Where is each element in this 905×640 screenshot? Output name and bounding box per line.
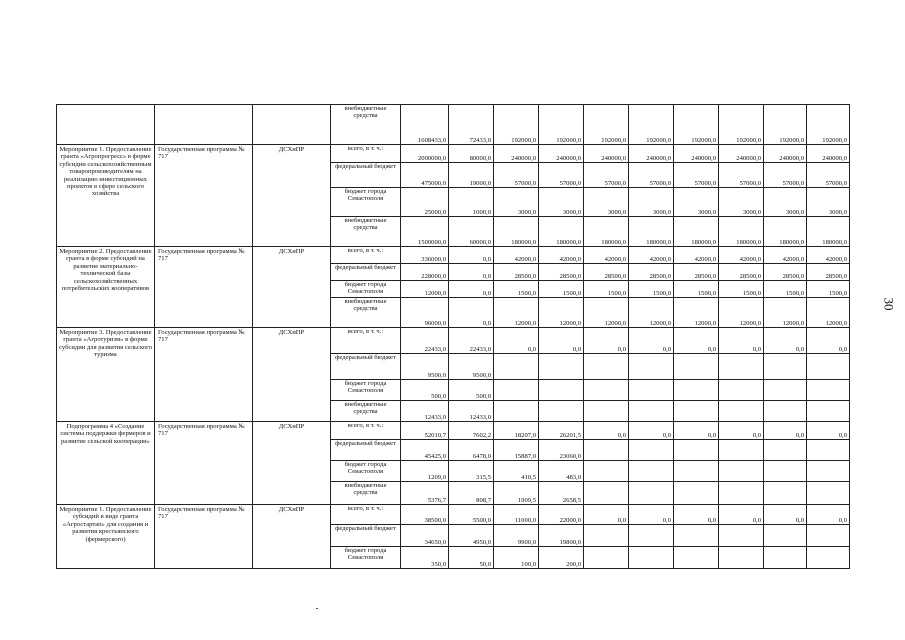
funding-source: всего, в т. ч.: [331, 247, 401, 264]
value-year: 240000,0 [629, 145, 674, 163]
value-year: 180000,0 [629, 217, 674, 247]
value-year: 42000,0 [674, 247, 719, 264]
value-year [764, 482, 807, 505]
value-year: 7602,2 [449, 422, 494, 440]
value-year: 3000,0 [539, 188, 584, 217]
value-total: 336000,0 [401, 247, 449, 264]
value-year: 42000,0 [764, 247, 807, 264]
value-year: 240000,0 [764, 145, 807, 163]
funding-source: федеральный бюджет [331, 525, 401, 547]
funding-source: бюджет города Севастополя [331, 547, 401, 569]
value-year [674, 380, 719, 401]
value-year [584, 461, 629, 482]
value-year: 0,0 [629, 422, 674, 440]
value-year [584, 354, 629, 380]
value-year: 42000,0 [629, 247, 674, 264]
value-year: 12000,0 [539, 298, 584, 328]
value-year: 28500,0 [539, 264, 584, 281]
value-year [719, 401, 764, 422]
value-year: 0,0 [584, 328, 629, 354]
value-year: 19000,0 [449, 163, 494, 188]
value-year: 0,0 [807, 328, 850, 354]
value-year: 192000,0 [584, 105, 629, 145]
funding-source: федеральный бюджет [331, 440, 401, 461]
value-year: 6478,0 [449, 440, 494, 461]
value-year: 0,0 [719, 422, 764, 440]
value-year: 50,0 [449, 547, 494, 569]
value-year: 192000,0 [629, 105, 674, 145]
value-year: 0,0 [449, 298, 494, 328]
funding-source: внебюджетные средства [331, 105, 401, 145]
value-year [719, 482, 764, 505]
funding-source: всего, в т. ч.: [331, 328, 401, 354]
value-year: 3000,0 [494, 188, 539, 217]
row-responsible: ДСХиПР [253, 422, 331, 505]
value-total: 1608433,0 [401, 105, 449, 145]
value-total: 12000,0 [401, 281, 449, 298]
value-year: 42000,0 [539, 247, 584, 264]
row-responsible: ДСХиПР [253, 145, 331, 247]
value-year [674, 482, 719, 505]
value-year: 19800,0 [539, 525, 584, 547]
value-year [719, 380, 764, 401]
value-year: 12000,0 [807, 298, 850, 328]
value-year [719, 354, 764, 380]
row-responsible [253, 105, 331, 145]
table-row [57, 105, 850, 145]
row-responsible: ДСХиПР [253, 247, 331, 328]
value-year: 3000,0 [764, 188, 807, 217]
value-year: 180000,0 [764, 217, 807, 247]
value-year: 192000,0 [674, 105, 719, 145]
value-year: 12000,0 [674, 298, 719, 328]
value-year: 192000,0 [494, 105, 539, 145]
funding-source: федеральный бюджет [331, 264, 401, 281]
value-year [584, 440, 629, 461]
value-year: 315,5 [449, 461, 494, 482]
value-year [764, 401, 807, 422]
value-total: 350,0 [401, 547, 449, 569]
value-year: 28500,0 [674, 264, 719, 281]
value-year: 28500,0 [494, 264, 539, 281]
value-year: 80000,0 [449, 145, 494, 163]
funding-source: внебюджетные средства [331, 482, 401, 505]
funding-table [56, 104, 850, 569]
funding-source: внебюджетные средства [331, 298, 401, 328]
value-year [807, 525, 850, 547]
page-number: 30 [881, 297, 897, 311]
value-year: 28500,0 [719, 264, 764, 281]
funding-source: федеральный бюджет [331, 354, 401, 380]
value-year: 240000,0 [584, 145, 629, 163]
value-year: 180000,0 [807, 217, 850, 247]
value-total: 96000,0 [401, 298, 449, 328]
value-year: 18207,0 [494, 422, 539, 440]
value-year: 2658,5 [539, 482, 584, 505]
value-year [807, 401, 850, 422]
value-year [764, 440, 807, 461]
value-year [629, 461, 674, 482]
value-year [629, 354, 674, 380]
value-year: 1909,5 [494, 482, 539, 505]
row-description: Мероприятие 3. Предоставление гранта «Агротуризм» в форме субсидии для развития сельского туризма [57, 328, 155, 422]
value-total: 52010,7 [401, 422, 449, 440]
value-year [494, 354, 539, 380]
value-year [539, 354, 584, 380]
value-year: 28500,0 [629, 264, 674, 281]
value-total: 1500000,0 [401, 217, 449, 247]
value-year: 60000,0 [449, 217, 494, 247]
scan-dot [316, 608, 318, 609]
value-year: 1500,0 [674, 281, 719, 298]
value-year [584, 380, 629, 401]
value-year: 12000,0 [629, 298, 674, 328]
value-year: 3000,0 [807, 188, 850, 217]
funding-source: бюджет города Севастополя [331, 188, 401, 217]
row-program: Государственная программа № 717 [155, 422, 253, 505]
value-total: 500,0 [401, 380, 449, 401]
value-year: 57000,0 [539, 163, 584, 188]
value-year: 57000,0 [629, 163, 674, 188]
value-year [807, 461, 850, 482]
table-row [57, 328, 850, 354]
value-year: 0,0 [539, 328, 584, 354]
value-year: 9500,0 [449, 354, 494, 380]
value-year: 0,0 [449, 247, 494, 264]
value-year [719, 525, 764, 547]
value-year [674, 525, 719, 547]
value-year: 0,0 [674, 422, 719, 440]
value-year: 1500,0 [719, 281, 764, 298]
value-total: 22433,0 [401, 328, 449, 354]
row-program: Государственная программа № 717 [155, 247, 253, 328]
funding-source: федеральный бюджет [331, 163, 401, 188]
value-year [584, 401, 629, 422]
value-year: 0,0 [629, 505, 674, 525]
value-year: 0,0 [764, 505, 807, 525]
value-total: 5376,7 [401, 482, 449, 505]
value-year: 57000,0 [719, 163, 764, 188]
value-year: 57000,0 [494, 163, 539, 188]
value-year: 0,0 [629, 328, 674, 354]
value-year [719, 547, 764, 569]
value-year: 1500,0 [494, 281, 539, 298]
value-year: 15887,0 [494, 440, 539, 461]
value-year: 26201,5 [539, 422, 584, 440]
value-year: 5500,0 [449, 505, 494, 525]
funding-source: всего, в т. ч.: [331, 505, 401, 525]
value-year: 410,5 [494, 461, 539, 482]
funding-source: бюджет города Севастополя [331, 380, 401, 401]
value-year: 57000,0 [764, 163, 807, 188]
value-year: 23060,0 [539, 440, 584, 461]
value-year: 180000,0 [539, 217, 584, 247]
value-year: 0,0 [584, 422, 629, 440]
funding-source: бюджет города Севастополя [331, 461, 401, 482]
funding-source: внебюджетные средства [331, 217, 401, 247]
value-year [807, 354, 850, 380]
value-total: 34650,0 [401, 525, 449, 547]
row-program [155, 105, 253, 145]
value-year: 240000,0 [807, 145, 850, 163]
row-program: Государственная программа № 717 [155, 145, 253, 247]
value-year: 42000,0 [494, 247, 539, 264]
value-year: 57000,0 [674, 163, 719, 188]
value-year: 192000,0 [539, 105, 584, 145]
value-year [674, 440, 719, 461]
value-year: 483,0 [539, 461, 584, 482]
value-year: 1500,0 [584, 281, 629, 298]
table-row [57, 145, 850, 163]
row-description: Мероприятие 1. Предоставление гранта «Агропрогресс» в форме субсидии сельскохозяйственным товаропроизводителям на реализацию инвестиционных проектов в сфере сельского хозяйства [57, 145, 155, 247]
value-total: 12433,0 [401, 401, 449, 422]
value-year [629, 525, 674, 547]
value-year: 0,0 [494, 328, 539, 354]
value-year [584, 547, 629, 569]
value-year: 1000,0 [449, 188, 494, 217]
value-year: 1500,0 [807, 281, 850, 298]
value-year: 9900,0 [494, 525, 539, 547]
table-row [57, 505, 850, 525]
value-year: 57000,0 [584, 163, 629, 188]
row-program: Государственная программа № 717 [155, 505, 253, 569]
value-year [807, 482, 850, 505]
value-year [539, 401, 584, 422]
value-year: 72433,0 [449, 105, 494, 145]
value-year [629, 482, 674, 505]
value-year: 0,0 [764, 328, 807, 354]
value-total: 25000,0 [401, 188, 449, 217]
value-total: 38500,0 [401, 505, 449, 525]
value-year: 180000,0 [494, 217, 539, 247]
row-description: Мероприятие 2. Предоставление гранта в форме субсидий на развитие материально-технической базы сельскохозяйственных потребительских кооперативов [57, 247, 155, 328]
table-row [57, 247, 850, 264]
funding-source: всего, в т. ч.: [331, 422, 401, 440]
value-year: 0,0 [719, 328, 764, 354]
value-year: 57000,0 [807, 163, 850, 188]
value-year: 42000,0 [807, 247, 850, 264]
value-year [674, 401, 719, 422]
value-year [629, 401, 674, 422]
value-total: 45425,0 [401, 440, 449, 461]
value-year: 22000,0 [539, 505, 584, 525]
value-year: 3000,0 [719, 188, 764, 217]
value-year: 192000,0 [764, 105, 807, 145]
value-year: 200,0 [539, 547, 584, 569]
value-year: 22433,0 [449, 328, 494, 354]
value-year: 0,0 [674, 505, 719, 525]
value-year: 180000,0 [674, 217, 719, 247]
value-year: 12000,0 [584, 298, 629, 328]
value-year [629, 440, 674, 461]
value-total: 2000000,0 [401, 145, 449, 163]
value-year [674, 547, 719, 569]
value-year [764, 525, 807, 547]
value-year: 3000,0 [584, 188, 629, 217]
value-year [674, 461, 719, 482]
value-year: 1500,0 [539, 281, 584, 298]
value-year: 0,0 [764, 422, 807, 440]
value-year: 192000,0 [807, 105, 850, 145]
value-year [584, 525, 629, 547]
table-row [57, 422, 850, 440]
value-year: 11000,0 [494, 505, 539, 525]
value-year: 192000,0 [719, 105, 764, 145]
value-year [674, 354, 719, 380]
value-year: 240000,0 [719, 145, 764, 163]
value-year: 0,0 [719, 505, 764, 525]
value-total: 1209,0 [401, 461, 449, 482]
value-year: 4950,0 [449, 525, 494, 547]
value-year: 3000,0 [674, 188, 719, 217]
value-year: 28500,0 [584, 264, 629, 281]
value-year: 1500,0 [629, 281, 674, 298]
value-year [807, 380, 850, 401]
value-year [764, 547, 807, 569]
value-year: 28500,0 [764, 264, 807, 281]
value-year: 0,0 [449, 264, 494, 281]
value-year [629, 380, 674, 401]
value-year: 12000,0 [719, 298, 764, 328]
value-year: 180000,0 [719, 217, 764, 247]
value-year: 808,7 [449, 482, 494, 505]
row-description: Подпрограмма 4 «Создание системы поддержки фермеров и развитие сельской кооперации» [57, 422, 155, 505]
value-year [719, 440, 764, 461]
value-year: 3000,0 [629, 188, 674, 217]
value-total: 475000,0 [401, 163, 449, 188]
value-year: 240000,0 [494, 145, 539, 163]
row-responsible: ДСХиПР [253, 505, 331, 569]
value-year: 0,0 [807, 422, 850, 440]
value-total: 9500,0 [401, 354, 449, 380]
value-year [764, 354, 807, 380]
value-year [719, 461, 764, 482]
row-program: Государственная программа № 717 [155, 328, 253, 422]
value-year [494, 401, 539, 422]
value-year: 12000,0 [764, 298, 807, 328]
funding-source: бюджет города Севастополя [331, 281, 401, 298]
value-year [807, 547, 850, 569]
value-year [539, 380, 584, 401]
value-year [807, 440, 850, 461]
funding-source: внебюджетные средства [331, 401, 401, 422]
value-year: 240000,0 [539, 145, 584, 163]
value-year: 500,0 [449, 380, 494, 401]
value-year: 240000,0 [674, 145, 719, 163]
value-year [764, 380, 807, 401]
value-year: 0,0 [807, 505, 850, 525]
row-description: Мероприятие 1. Предоставление субсидий в виде гранта «Агростартап» для создания и развития крестьянского (фермерского) [57, 505, 155, 569]
value-year: 100,0 [494, 547, 539, 569]
value-year: 0,0 [584, 505, 629, 525]
funding-source: всего, в т. ч.: [331, 145, 401, 163]
value-year: 12433,0 [449, 401, 494, 422]
value-year: 180000,0 [584, 217, 629, 247]
value-total: 228000,0 [401, 264, 449, 281]
value-year [629, 547, 674, 569]
row-description [57, 105, 155, 145]
value-year [764, 461, 807, 482]
value-year: 42000,0 [584, 247, 629, 264]
value-year: 12000,0 [494, 298, 539, 328]
value-year: 0,0 [449, 281, 494, 298]
value-year: 1500,0 [764, 281, 807, 298]
value-year [494, 380, 539, 401]
value-year [584, 482, 629, 505]
value-year: 42000,0 [719, 247, 764, 264]
row-responsible: ДСХиПР [253, 328, 331, 422]
value-year: 0,0 [674, 328, 719, 354]
value-year: 28500,0 [807, 264, 850, 281]
